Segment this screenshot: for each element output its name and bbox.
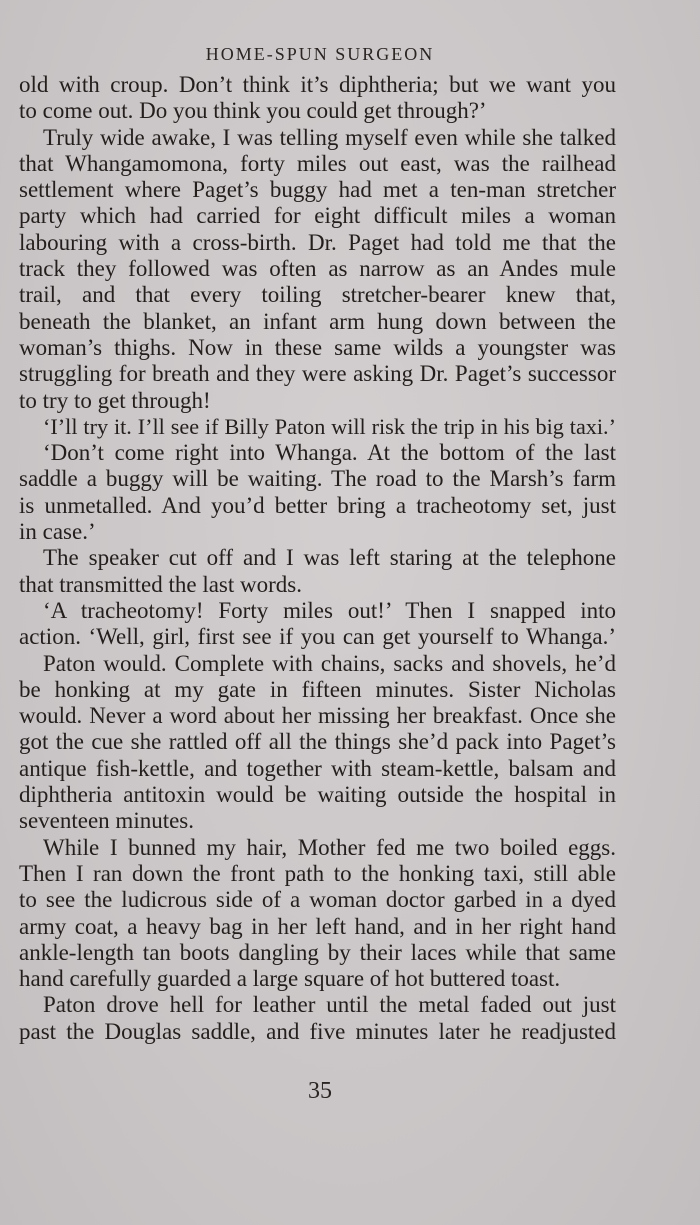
text-line: is unmetalled. And you’d better bring a tracheotomy set, just xyxy=(19,492,616,518)
body-text xyxy=(19,72,616,1045)
text-line: ankle-length tan boots dangling by their laces while that same xyxy=(19,939,616,965)
text-line: army coat, a heavy bag in her left hand, and in her right hand xyxy=(19,913,616,939)
text-line: Paton would. Complete with chains, sacks and shovels, he’d xyxy=(43,650,616,676)
text-line: to see the ludicrous side of a woman doctor garbed in a dyed xyxy=(19,887,616,913)
text-line: seventeen minutes. xyxy=(19,808,195,834)
text-line: Paton drove hell for leather until the metal faded out just xyxy=(43,992,616,1018)
text-line: past the Douglas saddle, and five minutes later he readjusted xyxy=(19,1018,616,1044)
text-line: to come out. Do you think you could get through?’ xyxy=(19,98,487,124)
text-line: to try to get through! xyxy=(19,387,211,413)
text-line: trail, and that every toiling stretcher-bearer knew that, xyxy=(19,282,616,308)
text-line: Then I ran down the front path to the honking taxi, still able xyxy=(19,860,616,886)
text-line: woman’s thighs. Now in these same wilds a youngster was xyxy=(19,334,616,360)
running-head: HOME-SPUN SURGEON xyxy=(205,44,435,64)
text-line: that transmitted the last words. xyxy=(19,571,302,597)
text-line: struggling for breath and they were asking Dr. Paget’s successor xyxy=(19,361,616,387)
text-line: While I bunned my hair, Mother fed me two boiled eggs. xyxy=(43,834,616,860)
text-line: be honking at my gate in fifteen minutes. Sister Nicholas xyxy=(19,676,616,702)
text-line: that Whangamomona, forty miles out east, was the railhead xyxy=(19,150,616,176)
text-line: ‘Don’t come right into Whanga. At the bottom of the last xyxy=(43,440,616,466)
text-line: saddle a buggy will be waiting. The road to the Marsh’s farm xyxy=(19,466,616,492)
text-line: action. ‘Well, girl, first see if you can get yourself to Whanga.’ xyxy=(19,624,616,650)
text-line: track they followed was often as narrow as an Andes mule xyxy=(19,256,616,282)
text-line: The speaker cut off and I was left staring at the telephone xyxy=(43,545,616,571)
text-line: hand carefully guarded a large square of hot buttered toast. xyxy=(19,966,561,992)
page-number: 35 xyxy=(308,1078,332,1104)
text-line: would. Never a word about her missing her breakfast. Once she xyxy=(19,703,616,729)
text-line: antique fish-kettle, and together with steam-kettle, balsam and xyxy=(19,755,616,781)
text-line: diphtheria antitoxin would be waiting outside the hospital in xyxy=(19,782,616,808)
text-line: ‘A tracheotomy! Forty miles out!’ Then I snapped into xyxy=(43,597,616,623)
text-line: party which had carried for eight difficult miles a woman xyxy=(19,203,616,229)
text-line: settlement where Paget’s buggy had met a ten-man stretcher xyxy=(19,177,616,203)
text-line: old with croup. Don’t think it’s diphtheria; but we want you xyxy=(19,72,616,97)
text-line: ‘I’ll try it. I’ll see if Billy Paton will risk the trip in his big taxi.’ xyxy=(43,413,616,439)
text-line: in case.’ xyxy=(19,519,96,545)
text-line: got the cue she rattled off all the things she’d pack into Paget’s xyxy=(19,729,616,755)
text-line: beneath the blanket, an infant arm hung down between the xyxy=(19,308,616,334)
text-line: labouring with a cross-birth. Dr. Paget had told me that the xyxy=(19,229,616,255)
text-line: Truly wide awake, I was telling myself even while she talked xyxy=(43,124,616,150)
